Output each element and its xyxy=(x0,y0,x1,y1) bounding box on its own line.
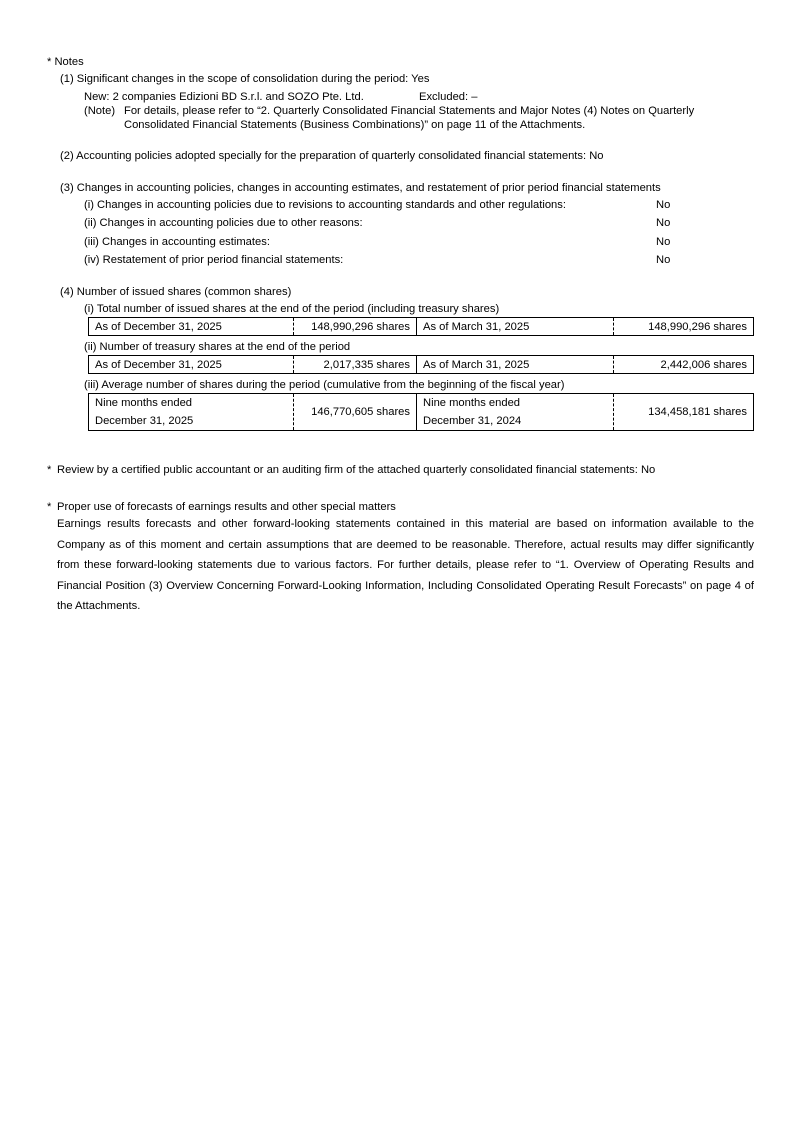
table-cell-value: 146,770,605 shares xyxy=(294,394,417,431)
period-label-line2: December 31, 2025 xyxy=(95,415,194,427)
average-shares-title: (iii) Average number of shares during the period (cumulative from the beginning of the fiscal year) xyxy=(84,379,565,391)
period-label-line1: Nine months ended xyxy=(423,397,521,409)
note-line-2: Consolidated Financial Statements (Business Combinations)” on page 11 of the Attachments. xyxy=(124,119,586,131)
period-label-line1: Nine months ended xyxy=(95,397,193,409)
forecasts-star: * xyxy=(47,501,52,513)
accounting-change-label: (iv) Restatement of prior period financial statements: xyxy=(84,254,344,266)
review-star: * xyxy=(47,464,52,476)
accounting-change-value: No xyxy=(656,199,671,211)
table-cell-value: 2,442,006 shares xyxy=(614,356,754,374)
accounting-change-row xyxy=(84,216,754,230)
accounting-change-row xyxy=(84,198,754,212)
forecasts-body: Earnings results forecasts and other forward-looking statements contained in this material are based on information available to the Company as of this moment and certain assumptions that are deemed to be reasonable. Therefore, actual results may differ significantly from these forward-looking statements due to various factors. For further details, please refer to “1. Overview of Operating Results and Financial Position (3) Overview Concerning Forward-Looking Information, Including Consolidated Operating Result Forecasts” on page 4 of the Attachments. xyxy=(57,518,754,613)
treasury-shares-table xyxy=(88,355,754,374)
note-line-1: For details, please refer to “2. Quarterly Consolidated Financial Statements and Major Notes (4) Notes on Quarterly xyxy=(124,105,695,117)
table-cell-label: As of March 31, 2025 xyxy=(417,318,614,336)
accounting-change-row xyxy=(84,253,754,267)
accounting-change-row xyxy=(84,235,754,249)
treasury-shares-title: (ii) Number of treasury shares at the end of the period xyxy=(84,341,351,353)
note-label: (Note) xyxy=(84,105,116,117)
table-cell-value: 134,458,181 shares xyxy=(614,394,754,431)
notes-heading: * Notes xyxy=(47,56,84,68)
average-shares-table xyxy=(88,393,754,431)
scope-change-title: (1) Significant changes in the scope of consolidation during the period: Yes xyxy=(60,73,430,85)
issued-shares-title: (4) Number of issued shares (common shares) xyxy=(60,286,292,298)
table-row xyxy=(89,394,754,431)
table-cell-value: 148,990,296 shares xyxy=(614,318,754,336)
table-cell-label xyxy=(417,394,614,431)
accounting-changes-title: (3) Changes in accounting policies, changes in accounting estimates, and restatement of prior period financial statements xyxy=(60,182,661,194)
table-cell-value: 2,017,335 shares xyxy=(294,356,417,374)
table-cell-value: 148,990,296 shares xyxy=(294,318,417,336)
accounting-change-value: No xyxy=(656,254,671,266)
table-cell-label: As of December 31, 2025 xyxy=(89,356,294,374)
special-accounting-title: (2) Accounting policies adopted specially for the preparation of quarterly consolidated financial statements: No xyxy=(60,150,604,162)
period-label-line2: December 31, 2024 xyxy=(423,415,522,427)
accounting-change-label: (iii) Changes in accounting estimates: xyxy=(84,236,270,248)
table-row xyxy=(89,318,754,336)
table-cell-label xyxy=(89,394,294,431)
accounting-change-value: No xyxy=(656,236,671,248)
issued-shares-total-table xyxy=(88,317,754,336)
forecasts-title: Proper use of forecasts of earnings results and other special matters xyxy=(57,501,396,513)
review-text: Review by a certified public accountant or an auditing firm of the attached quarterly consolidated financial statements: No xyxy=(57,464,656,476)
table-cell-label: As of March 31, 2025 xyxy=(417,356,614,374)
accounting-change-value: No xyxy=(656,217,671,229)
accounting-change-label: (ii) Changes in accounting policies due to other reasons: xyxy=(84,217,363,229)
scope-new-companies: New: 2 companies Edizioni BD S.r.l. and SOZO Pte. Ltd. xyxy=(84,91,364,103)
table-cell-label: As of December 31, 2025 xyxy=(89,318,294,336)
issued-shares-total-title: (i) Total number of issued shares at the end of the period (including treasury shares) xyxy=(84,303,500,315)
accounting-change-label: (i) Changes in accounting policies due to revisions to accounting standards and other regulations: xyxy=(84,199,566,211)
table-row xyxy=(89,356,754,374)
scope-excluded: Excluded: – xyxy=(419,91,478,103)
